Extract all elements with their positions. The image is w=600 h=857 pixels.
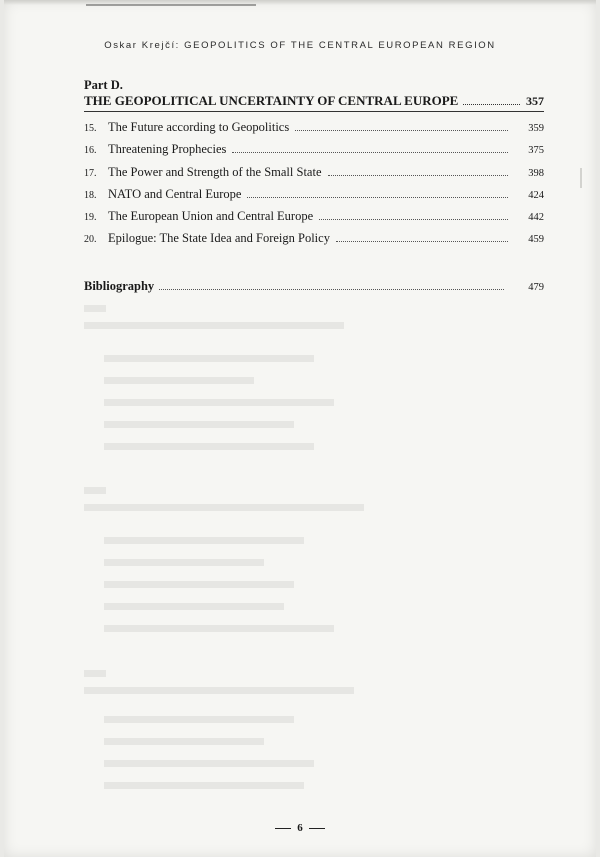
chapter-title: Threatening Prophecies (108, 142, 227, 157)
show-through-text (104, 537, 304, 544)
chapter-page-number: 459 (528, 234, 544, 246)
chapter-page-number: 375 (528, 145, 544, 157)
dot-leader (247, 197, 508, 198)
chapter-list (84, 120, 544, 254)
show-through-text (104, 782, 304, 789)
book-page (4, 0, 596, 857)
toc-row (84, 209, 544, 231)
chapter-title: Epilogue: The State Idea and Foreign Policy (108, 231, 330, 246)
page-number: 6 (297, 822, 303, 834)
dot-leader (319, 219, 508, 220)
show-through-text (84, 670, 106, 677)
show-through-text (84, 687, 354, 694)
toc-row (84, 142, 544, 164)
toc-row (84, 120, 544, 142)
chapter-title: The Power and Strength of the Small State (108, 164, 322, 179)
chapter-page-number: 398 (528, 167, 544, 179)
show-through-text (104, 421, 294, 428)
top-edge-mark (86, 4, 256, 6)
chapter-number: 20. (84, 234, 97, 246)
dot-leader (463, 104, 520, 105)
footer-dash (309, 828, 325, 830)
running-head: Oskar Krejčí: GEOPOLITICS OF THE CENTRAL EUROPEAN REGION (104, 40, 496, 51)
toc-row (84, 187, 544, 209)
chapter-number: 15. (84, 123, 97, 134)
show-through-text (104, 355, 314, 362)
dot-leader (336, 241, 508, 242)
chapter-number: 19. (84, 212, 97, 224)
show-through-text (104, 581, 294, 588)
chapter-title: NATO and Central Europe (108, 186, 242, 201)
chapter-page-number: 442 (528, 212, 544, 224)
page-edge-mark (580, 168, 582, 188)
show-through-text (104, 399, 334, 406)
show-through-text (104, 603, 284, 610)
chapter-title: The European Union and Central Europe (108, 209, 314, 224)
dot-leader (232, 152, 508, 153)
toc-row (84, 231, 544, 253)
show-through-text (104, 716, 294, 723)
toc-row (84, 165, 544, 187)
part-title-row (84, 93, 544, 109)
show-through-text (104, 377, 254, 384)
bibliography-row (84, 279, 544, 294)
chapter-page-number: 424 (528, 189, 544, 201)
chapter-number: 17. (84, 167, 97, 179)
part-label: Part D. (84, 78, 123, 92)
show-through-text (104, 760, 314, 767)
show-through-text (104, 559, 264, 566)
show-through-text (104, 738, 264, 745)
page-footer (4, 822, 596, 834)
part-page-number: 357 (526, 94, 544, 108)
footer-dash (275, 828, 291, 830)
chapter-number: 18. (84, 189, 97, 201)
show-through-text (104, 625, 334, 632)
dot-leader (328, 175, 508, 176)
bibliography-title: Bibliography (84, 279, 155, 293)
part-title: THE GEOPOLITICAL UNCERTAINTY OF CENTRAL EUROPE (84, 93, 459, 108)
bibliography-page-number: 479 (528, 282, 544, 293)
show-through-text (84, 305, 106, 312)
show-through-text (84, 322, 344, 329)
show-through-text (84, 487, 106, 494)
show-through-text (104, 443, 314, 450)
chapter-title: The Future according to Geopolitics (108, 120, 290, 134)
part-underline (84, 111, 544, 112)
dot-leader (159, 289, 504, 290)
dot-leader (295, 130, 508, 131)
show-through-text (84, 504, 364, 511)
chapter-page-number: 359 (528, 123, 544, 134)
chapter-number: 16. (84, 145, 97, 157)
